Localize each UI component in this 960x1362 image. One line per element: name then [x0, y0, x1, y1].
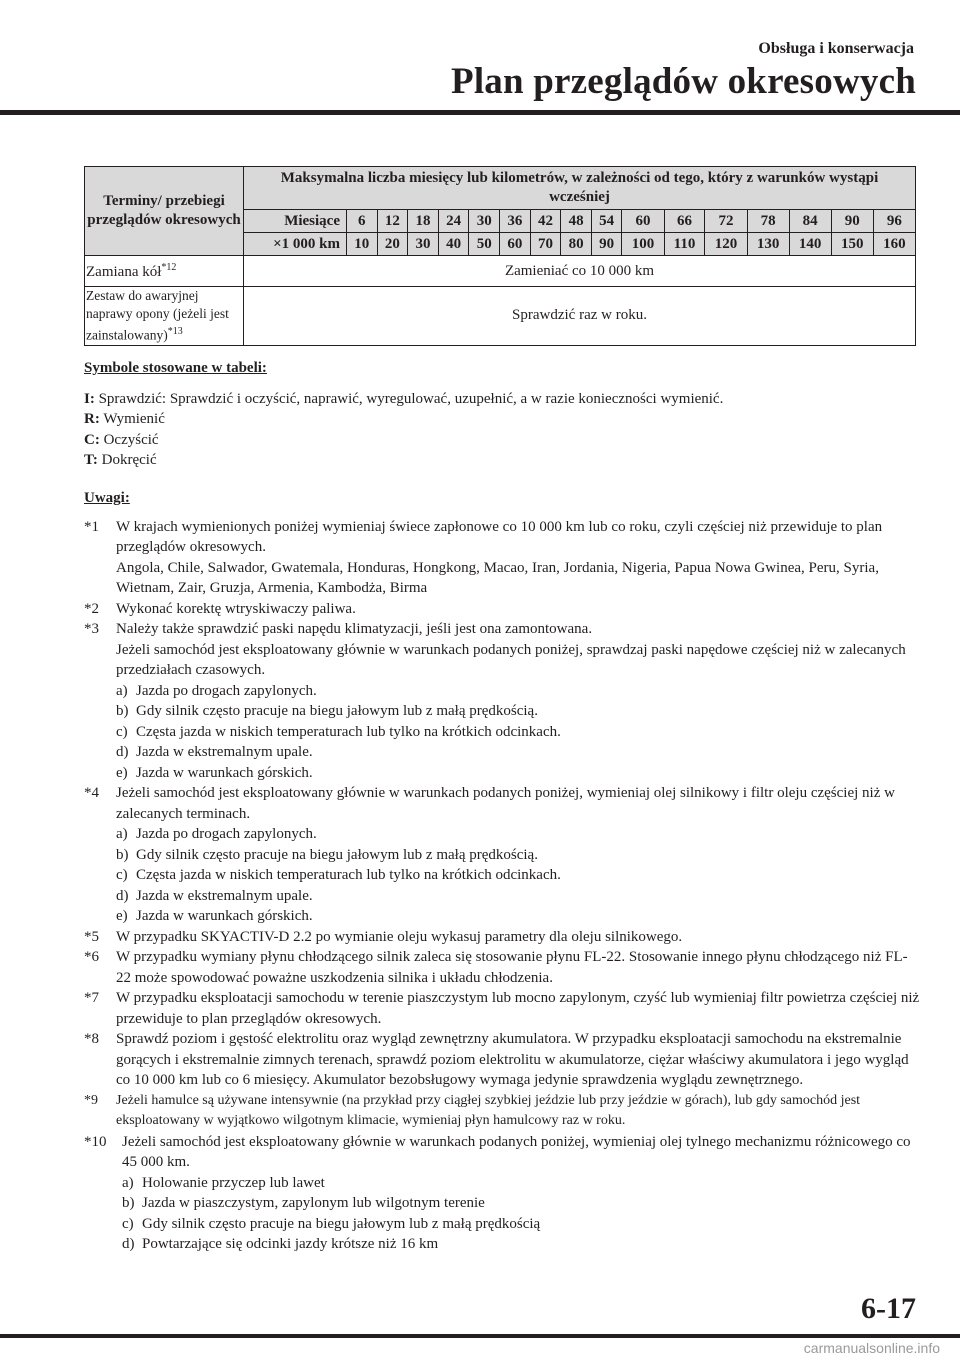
km-cell: 10: [347, 233, 378, 256]
table-corner-header: Terminy/ przebiegi przeglądów okresowych: [85, 167, 244, 256]
km-cell: 110: [664, 233, 705, 256]
km-cell: 120: [705, 233, 747, 256]
footer-rule: [0, 1334, 960, 1338]
km-cell: 70: [530, 233, 561, 256]
note-10: *10 Jeżeli samochód jest eksploatowany głównie w warunkach podanych poniżej, wymieniaj olej tylnego mechanizmu różnicowego co 45 000 km.: [84, 1133, 911, 1170]
header-rule: [0, 110, 960, 115]
row-value-tire-repair-kit: Sprawdzić raz w roku.: [244, 287, 916, 346]
legend-item: C: Oczyścić: [84, 431, 159, 448]
row-value-wheel-rotation: Zamieniać co 10 000 km: [244, 256, 916, 287]
months-cell: 96: [873, 210, 915, 233]
list-item: d) Powtarzające się odcinki jazdy krótsze niż 16 km: [122, 1236, 439, 1252]
months-cell: 66: [664, 210, 705, 233]
list-item: d) Jazda w ekstremalnym upale.: [116, 744, 313, 760]
note-5: *5 W przypadku SKYACTIV-D 2.2 po wymianie oleju wykasuj parametry dla oleju silnikowego.: [84, 928, 683, 945]
row-label-tire-repair-kit: Zestaw do awaryjnej naprawy opony (jeżeli jest zainstalowany)$^{*13}$: [85, 287, 244, 346]
list-item: b) Gdy silnik często pracuje na biegu jałowym lub z małą prędkością.: [116, 703, 538, 719]
km-cell: 160: [873, 233, 915, 256]
watermark: carmanualsonline.info: [803, 1340, 940, 1356]
months-cell: 72: [705, 210, 747, 233]
km-label: ×1 000 km: [244, 233, 347, 256]
note-6: *6 W przypadku wymiany płynu chłodzącego silnik zaleca się stosowanie płynu FL-22. Stosowanie innego płynu chłodzącego niż FL-22 może spowodować poważne uszkodzenia silnika i układu chłodzenia.: [84, 949, 908, 986]
km-cell: 50: [469, 233, 500, 256]
km-cell: 40: [438, 233, 469, 256]
months-label: Miesiące: [244, 210, 347, 233]
months-cell: 54: [591, 210, 622, 233]
months-cell: 6: [347, 210, 378, 233]
km-cell: 150: [831, 233, 873, 256]
row-label-wheel-rotation: Zamiana kół$^{*12}$: [85, 256, 244, 287]
note-1-countries: Angola, Chile, Salwador, Gwatemala, Honduras, Hongkong, Macao, Iran, Jordania, Nigeria, Papua Nowa Gwinea, Peru, Syria, Wietnam, Zair, Gruzja, Armenia, Kambodża, Birma: [116, 559, 879, 596]
km-cell: 20: [377, 233, 408, 256]
list-item: a) Jazda po drogach zapylonych.: [116, 826, 317, 842]
km-cell: 140: [789, 233, 831, 256]
list-item: c) Częsta jazda w niskich temperaturach lub tylko na krótkich odcinkach.: [116, 867, 561, 883]
note-1: *1 W krajach wymienionych poniżej wymieniaj świece zapłonowe co 10 000 km lub co roku, czyli częściej niż przewiduje to plan przeglądów okresowych.: [84, 518, 883, 555]
months-cell: 48: [561, 210, 592, 233]
list-item: b) Gdy silnik często pracuje na biegu jałowym lub z małą prędkością.: [116, 846, 538, 863]
months-cell: 18: [408, 210, 439, 233]
note-4: *4 Jeżeli samochód jest eksploatowany głównie w warunkach podanych poniżej, wymieniaj olej silnikowy i filtr oleju częściej niż w zalecanych terminach.: [84, 785, 895, 822]
km-cell: 100: [622, 233, 664, 256]
note-3-extra: Jeżeli samochód jest eksploatowany głównie w warunkach podanych poniżej, sprawdzaj paski napędowe częściej niż w zalecanych przedziałach czasowych.: [116, 641, 906, 678]
note-8: *8 Sprawdź poziom i gęstość elektrolitu oraz wygląd zewnętrzny akumulatora. W przypadku eksploatacji samochodu na ekstremalnie gorących i ekstremalnie zimnych terenach, sprawdź poziom elektrolitu w akumulatorze, ciężar właściwy akumulatora i jego wygląd co 10 000 km lub co 6 miesięcy. Akumulator bezobsługowy wymaga jedynie sprawdzenia wyglądu zewnętrznego.: [84, 1031, 909, 1088]
notes: [84, 488, 920, 1255]
months-cell: 84: [789, 210, 831, 233]
list-item: e) Jazda w warunkach górskich.: [116, 908, 313, 924]
list-item: a) Jazda po drogach zapylonych.: [116, 682, 317, 699]
list-item: d) Jazda w ekstremalnym upale.: [116, 887, 313, 904]
list-item: a) Holowanie przyczep lub lawet: [122, 1174, 325, 1191]
km-cell: 80: [561, 233, 592, 256]
list-item: e) Jazda w warunkach górskich.: [116, 764, 313, 781]
months-cell: 12: [377, 210, 408, 233]
note-3: *3 Należy także sprawdzić paski napędu klimatyzacji, jeśli jest ona zamontowana.: [84, 621, 593, 637]
months-cell: 24: [438, 210, 469, 233]
legend-item: R: Wymienić: [84, 411, 165, 427]
page-number: 6-17: [861, 1292, 916, 1325]
list-item: c) Częsta jazda w niskich temperaturach lub tylko na krótkich odcinkach.: [116, 723, 561, 740]
list-item: b) Jazda w piaszczystym, zapylonym lub wilgotnym terenie: [122, 1195, 485, 1211]
km-cell: 130: [747, 233, 789, 256]
list-item: c) Gdy silnik często pracuje na biegu jałowym lub z małą prędkością: [122, 1215, 541, 1232]
legend-item: T: Dokręcić: [84, 452, 157, 468]
km-cell: 60: [500, 233, 531, 256]
legend: [84, 358, 723, 471]
note-2: *2 Wykonać korektę wtryskiwaczy paliwa.: [84, 600, 356, 617]
months-cell: 36: [500, 210, 531, 233]
km-cell: 90: [591, 233, 622, 256]
months-cell: 30: [469, 210, 500, 233]
page-title: Plan przeglądów okresowych: [451, 61, 916, 102]
months-cell: 42: [530, 210, 561, 233]
months-cell: 90: [831, 210, 873, 233]
table-max-header: Maksymalna liczba miesięcy lub kilometrów, w zależności od tego, który z warunków wystąpi wcześniej: [244, 167, 916, 210]
km-cell: 30: [408, 233, 439, 256]
section-title: Obsługa i konserwacja: [758, 40, 914, 57]
months-cell: 60: [622, 210, 664, 233]
note-7: *7 W przypadku eksploatacji samochodu w terenie piaszczystym lub mocno zapylonym, czyść lub wymieniaj filtr powietrza częściej niż przewiduje to plan przeglądów okresowych.: [84, 990, 920, 1027]
legend-title: Symbole stosowane w tabeli:: [84, 360, 267, 376]
note-9: *9 Jeżeli hamulce są używane intensywnie (na przykład przy ciągłej szybkiej jeździe lub przy jeździe w górach), lub gdy samochód jest eksploatowany w wyjątkowo wilgotnym klimacie, wymieniaj płyn hamulcowy raz w roku.: [84, 1092, 861, 1128]
maintenance-schedule-table: [84, 166, 916, 346]
legend-item: I: Sprawdzić: Sprawdzić i oczyścić, naprawić, wyregulować, uzupełnić, a w razie konieczności wymienić.: [84, 390, 724, 407]
notes-title: Uwagi:: [84, 490, 130, 506]
months-cell: 78: [747, 210, 789, 233]
